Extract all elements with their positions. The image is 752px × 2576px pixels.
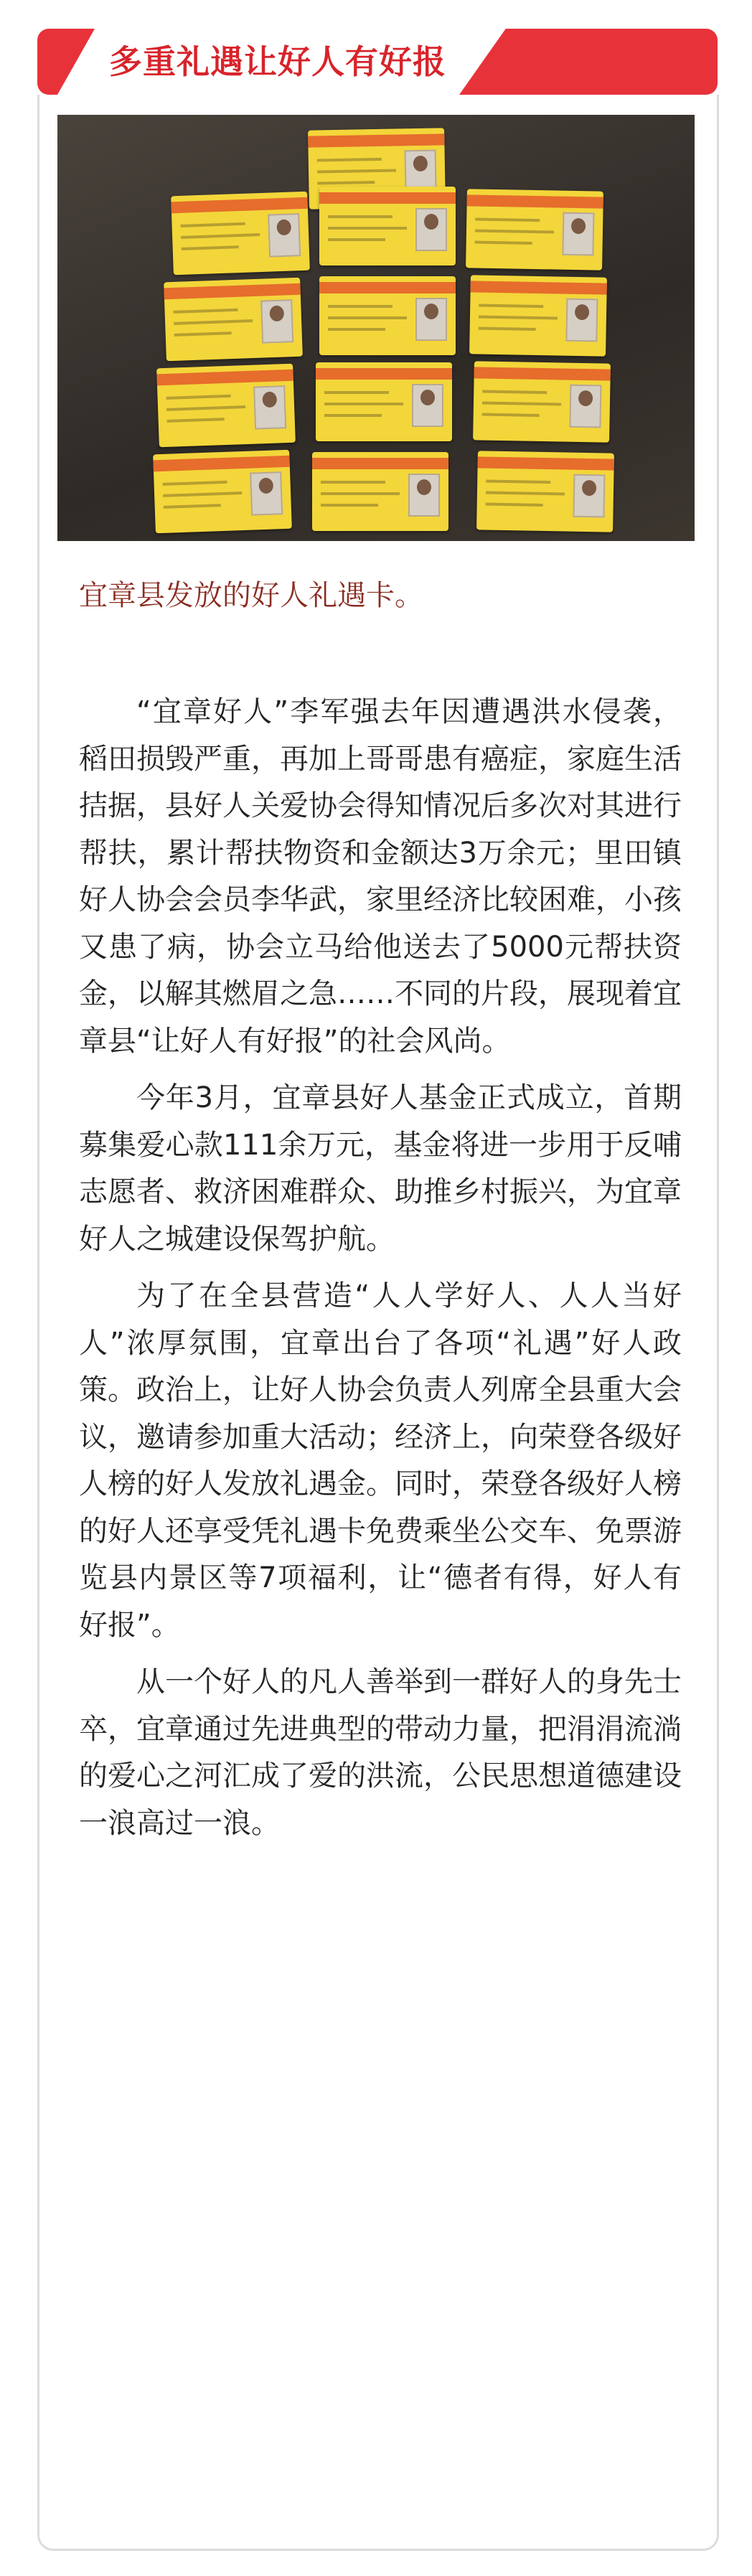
id-card-image: [473, 361, 611, 442]
id-card-image: [312, 452, 448, 531]
id-cards-photo: [57, 115, 695, 541]
id-card-image: [469, 275, 607, 356]
paragraph: 为了在全县营造“人人学好人、人人当好人”浓厚氛围，宜章出台了各项“礼遇”好人政策。政治上，让好人协会负责人列席全县重大会议，邀请参加重大活动；经济上，向荣登各级好人榜的好人发放礼遇金。同时，荣登各级好人榜的好人还享受凭礼遇卡免费乘坐公交车、免票游览县内景区等7项福利，让“德者有得，好人有好报”。: [79, 1279, 682, 1642]
id-card-image: [319, 187, 456, 265]
article-body: [79, 689, 682, 1857]
id-card-image: [171, 192, 310, 276]
photo-caption: 宜章县发放的好人礼遇卡。: [79, 579, 423, 612]
id-card-image: [153, 450, 292, 534]
header-accent-right: [459, 29, 718, 95]
paragraph: “宜章好人”李军强去年因遭遇洪水侵袭，稻田损毁严重，再加上哥哥患有癌症，家庭生活拮据，县好人关爱协会得知情况后多次对其进行帮扶，累计帮扶物资和金额达3万余元；里田镇好人协会会员李华武，家里经济比较困难，小孩又患了病，协会立马给他送去了5000元帮扶资金，以解其燃眉之急……不同的片段，展现着宜章县“让好人有好报”的社会风尚。: [79, 695, 682, 1058]
id-card-image: [476, 451, 614, 532]
section-title: 多重礼遇让好人有好报: [109, 42, 446, 81]
header-accent-left: [37, 29, 95, 95]
section-header: [37, 29, 718, 95]
id-card-image: [316, 362, 452, 441]
id-card-image: [164, 278, 303, 362]
id-card-image: [466, 189, 603, 270]
id-card-image: [319, 276, 456, 355]
paragraph: 今年3月，宜章县好人基金正式成立，首期募集爱心款111余万元，基金将进一步用于反哺志愿者、救济困难群众、助推乡村振兴，为宜章好人之城建设保驾护航。: [79, 1081, 682, 1256]
paragraph: 从一个好人的凡人善举到一群好人的身先士卒，宜章通过先进典型的带动力量，把涓涓流淌的爱心之河汇成了爱的洪流，公民思想道德建设一浪高过一浪。: [79, 1665, 682, 1840]
id-card-image: [156, 364, 296, 448]
